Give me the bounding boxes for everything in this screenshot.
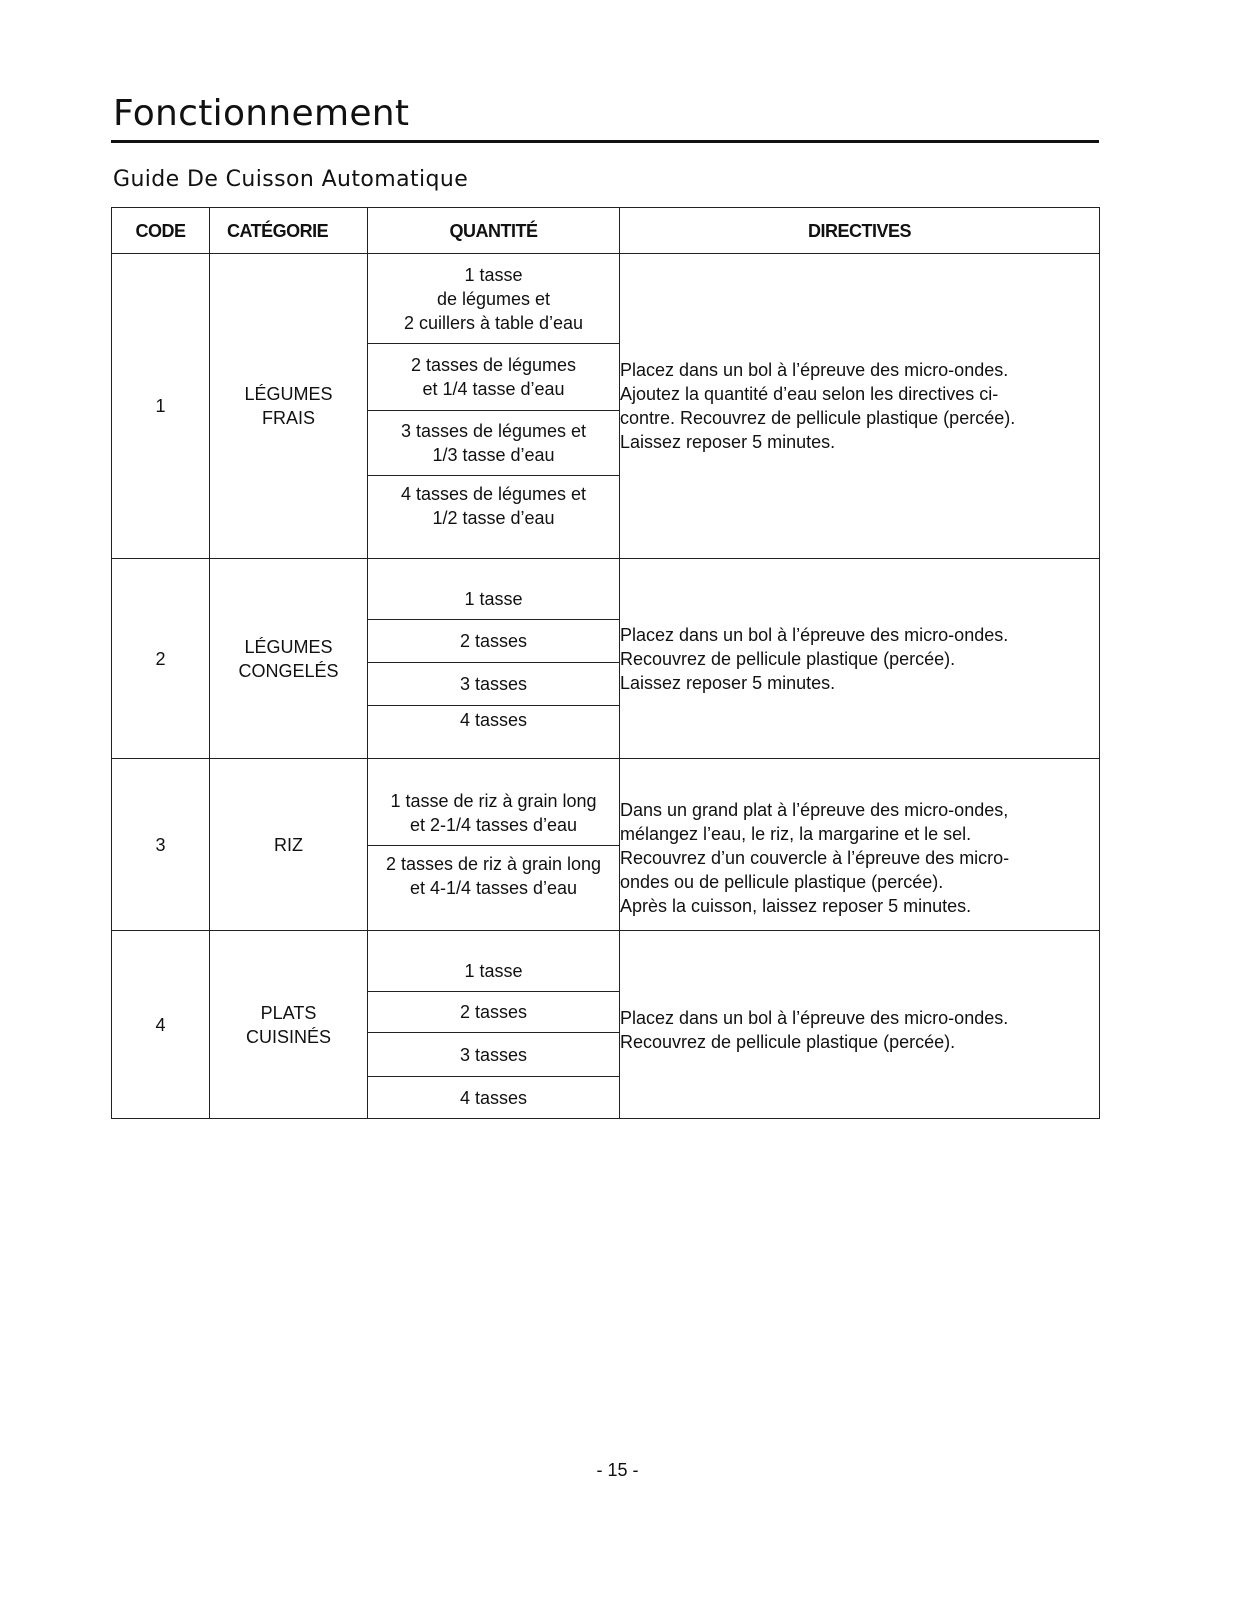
row-directives bbox=[620, 254, 1100, 559]
directive-line: Laissez reposer 5 minutes. bbox=[620, 672, 836, 693]
quantity-item bbox=[368, 619, 619, 662]
quantity-item bbox=[368, 254, 619, 343]
row-category bbox=[210, 559, 368, 759]
row-quantities bbox=[368, 559, 620, 759]
category-line: FRAIS bbox=[261, 408, 315, 428]
title-rule bbox=[111, 140, 1099, 143]
quantity-item bbox=[368, 845, 619, 930]
directive-line: mélangez l’eau, le riz, la margarine et le sel. bbox=[620, 823, 972, 844]
row-quantities bbox=[368, 254, 620, 559]
row-code: 2 bbox=[112, 559, 210, 759]
quantity-item bbox=[368, 475, 619, 558]
directive-line: Placez dans un bol à l’épreuve des micro-ondes. bbox=[620, 360, 1009, 380]
category-line: CONGELÉS bbox=[238, 660, 339, 681]
directive-line: Placez dans un bol à l’épreuve des micro-ondes. bbox=[620, 1007, 1009, 1028]
quantity-text: 1 tasse de riz à grain long et 2-1/4 tasses d’eau bbox=[390, 791, 597, 835]
category-line: PLATS bbox=[260, 1002, 317, 1023]
quantity-item bbox=[368, 410, 619, 475]
row-category bbox=[210, 931, 368, 1119]
page-title: Fonctionnement bbox=[113, 93, 410, 134]
row-code: 3 bbox=[112, 759, 210, 931]
quantity-text: 3 tasses bbox=[459, 1044, 528, 1065]
cooking-guide-table bbox=[111, 207, 1100, 1119]
page-number: - 15 - bbox=[596, 1460, 639, 1480]
quantity-text: 2 tasses bbox=[459, 631, 528, 651]
directive-line: Recouvrez de pellicule plastique (percée). bbox=[620, 648, 956, 669]
row-quantities bbox=[368, 931, 620, 1119]
directive-line: contre. Recouvrez de pellicule plastique (percée). bbox=[620, 408, 1016, 428]
quantity-text: 4 tasses bbox=[459, 710, 528, 730]
header-directives: DIRECTIVES bbox=[620, 208, 1100, 254]
category-line: CUISINÉS bbox=[245, 1026, 332, 1047]
quantity-text: 2 tasses de riz à grain long et 4-1/4 tasses d’eau bbox=[385, 854, 602, 898]
directive-line: Recouvrez de pellicule plastique (percée). bbox=[620, 1031, 956, 1052]
quantity-text: 1 tasse bbox=[464, 589, 523, 609]
row-quantities bbox=[368, 759, 620, 931]
directive-line: Placez dans un bol à l’épreuve des micro-ondes. bbox=[620, 624, 1009, 645]
header-code: CODE bbox=[112, 208, 210, 254]
quantity-text: 3 tasses de légumes et 1/3 tasse d’eau bbox=[400, 421, 587, 465]
quantity-item bbox=[368, 662, 619, 705]
row-directives bbox=[620, 559, 1100, 759]
quantity-text: 1 tasse bbox=[464, 961, 523, 981]
quantity-item bbox=[368, 559, 619, 619]
category-line: LÉGUMES bbox=[244, 636, 333, 657]
quantity-item bbox=[368, 1032, 619, 1076]
table-row bbox=[112, 931, 1100, 1119]
directive-line: Recouvrez d’un couvercle à l’épreuve des micro- bbox=[620, 847, 1010, 868]
quantity-text: 3 tasses bbox=[459, 674, 528, 694]
quantity-text: 2 tasses de légumes et 1/4 tasse d’eau bbox=[410, 355, 577, 399]
section-title: Guide De Cuisson Automatique bbox=[113, 167, 469, 192]
directive-line: ondes ou de pellicule plastique (percée). bbox=[620, 871, 944, 892]
category-line: LÉGUMES bbox=[244, 384, 333, 404]
table-row bbox=[112, 559, 1100, 759]
header-category: CATÉGORIE bbox=[210, 208, 368, 254]
row-code: 1 bbox=[112, 254, 210, 559]
row-code: 4 bbox=[112, 931, 210, 1119]
row-directives bbox=[620, 931, 1100, 1119]
category-line: RIZ bbox=[274, 834, 303, 855]
quantity-item bbox=[368, 343, 619, 410]
row-directives bbox=[620, 759, 1100, 931]
row-category bbox=[210, 759, 368, 931]
header-quantity: QUANTITÉ bbox=[368, 208, 620, 254]
quantity-item bbox=[368, 1076, 619, 1118]
row-category bbox=[210, 254, 368, 559]
quantity-item bbox=[368, 931, 619, 991]
quantity-item bbox=[368, 705, 619, 758]
table-row bbox=[112, 759, 1100, 931]
directive-line: Ajoutez la quantité d’eau selon les directives ci- bbox=[620, 384, 999, 404]
quantity-text: 2 tasses bbox=[459, 1002, 528, 1022]
quantity-item bbox=[368, 991, 619, 1032]
directive-line: Laissez reposer 5 minutes. bbox=[620, 432, 836, 452]
table-row bbox=[112, 254, 1100, 559]
directive-line: Dans un grand plat à l’épreuve des micro-ondes, bbox=[620, 799, 1009, 820]
quantity-text: 4 tasses bbox=[459, 1087, 528, 1108]
quantity-text: 4 tasses de légumes et 1/2 tasse d’eau bbox=[400, 484, 587, 528]
quantity-text: 1 tasse de légumes et 2 cuillers à table d’eau bbox=[403, 264, 584, 333]
quantity-item bbox=[368, 759, 619, 845]
directive-line: Après la cuisson, laissez reposer 5 minutes. bbox=[620, 895, 972, 916]
table-header-row bbox=[112, 208, 1100, 254]
